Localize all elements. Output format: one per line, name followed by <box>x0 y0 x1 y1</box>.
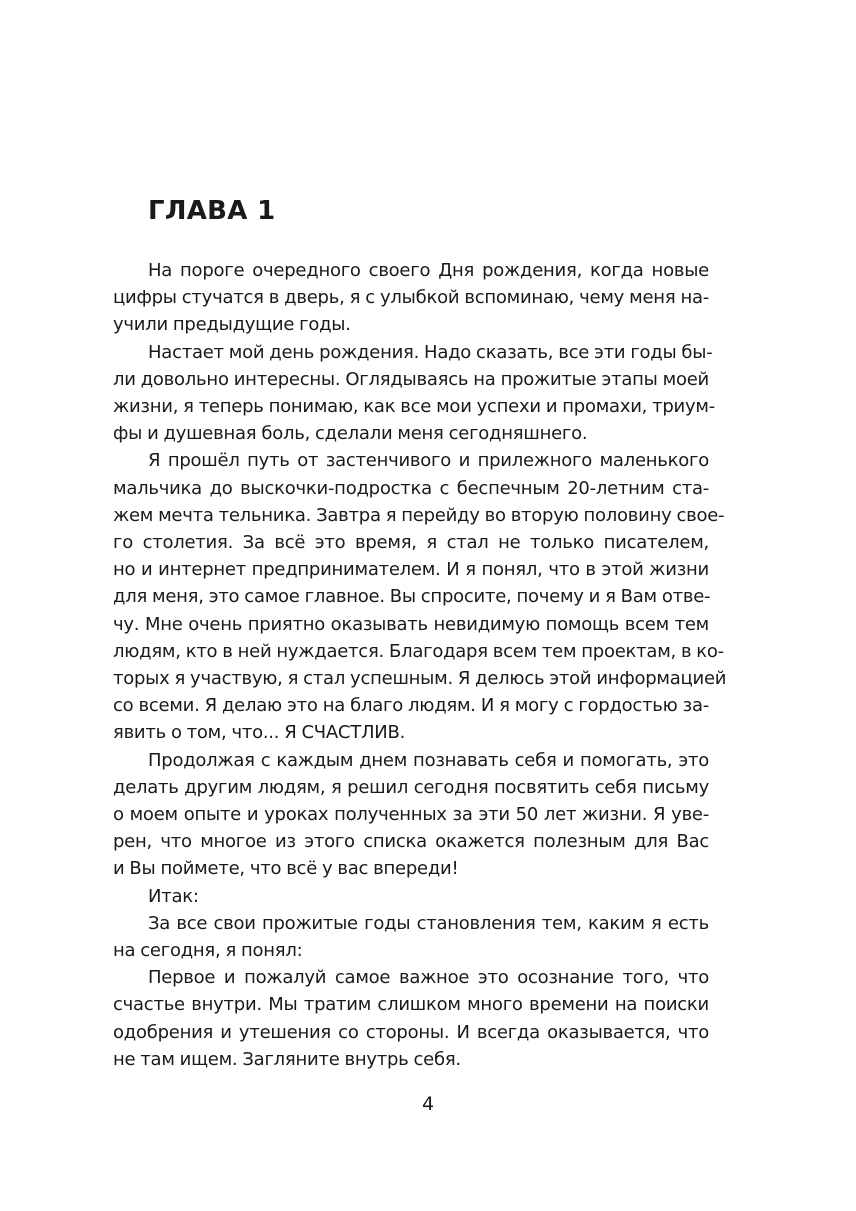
text-line: и Вы поймете, что всё у вас впереди! <box>113 858 459 880</box>
paragraph <box>113 910 709 964</box>
text-line: Итак: <box>148 885 199 907</box>
text-line: рен, что многое из этого списка окажется полезным для Вас <box>113 831 709 853</box>
text-line: одобрения и утешения со стороны. И всегда оказывается, что <box>113 1021 709 1043</box>
chapter-title: ГЛАВА 1 <box>148 196 276 226</box>
text-line: жем мечта тельника. Завтра я перейду во вторую половину свое- <box>113 504 725 526</box>
text-line: учили предыдущие годы. <box>113 314 351 336</box>
text-line: о моем опыте и уроках полученных за эти 50 лет жизни. Я уве- <box>113 804 709 826</box>
paragraph <box>113 447 727 746</box>
page-number: 4 <box>421 1093 435 1115</box>
text-line: делать другим людям, я решил сегодня посвятить себя письму <box>113 776 709 798</box>
text-line: Первое и пожалуй самое важное это осознание того, что <box>148 967 709 989</box>
text-line: для меня, это самое главное. Вы спросите, почему и я Вам отве- <box>113 586 711 608</box>
text-line: го столетия. За всё это время, я стал не только писателем, <box>113 532 709 554</box>
text-line: фы и душевная боль, сделали меня сегодняшнего. <box>113 423 588 445</box>
text-line: цифры стучатся в дверь, я с улыбкой вспоминаю, чему меня на- <box>113 287 709 309</box>
text-line: но и интернет предпринимателем. И я понял, что в этой жизни <box>113 559 709 581</box>
paragraph <box>113 747 709 883</box>
text-line: явить о том, что... Я СЧАСТЛИВ. <box>113 722 406 744</box>
text-line: людям, кто в ней нуждается. Благодаря всем тем проектам, в ко- <box>113 640 724 662</box>
text-line: жизни, я теперь понимаю, как все мои успехи и промахи, триум- <box>113 396 715 418</box>
text-line: со всеми. Я делаю это на благо людям. И я могу с гордостью за- <box>113 695 709 717</box>
text-line: не там ищем. Загляните внутрь себя. <box>113 1048 461 1070</box>
text-line: За все свои прожитые годы становления тем, каким я есть <box>148 912 709 934</box>
text-line: Настает мой день рождения. Надо сказать, все эти годы бы- <box>148 341 713 363</box>
text-line: Я прошёл путь от застенчивого и прилежного маленького <box>148 450 709 472</box>
text-line: На пороге очередного своего Дня рождения, когда новые <box>148 260 709 281</box>
paragraph <box>113 257 709 339</box>
text-line: мальчика до выскочки-подростка с беспечным 20-летним ста- <box>113 477 709 499</box>
text-line: чу. Мне очень приятно оказывать невидимую помощь всем тем <box>113 613 709 635</box>
text-line: торых я участвую, я стал успешным. Я делюсь этой информацией <box>113 668 727 690</box>
text-line: Продолжая с каждым днем познавать себя и помогать, это <box>148 749 709 771</box>
text-line: ли довольно интересны. Оглядываясь на прожитые этапы моей <box>113 368 709 390</box>
text-line: на сегодня, я понял: <box>113 940 303 962</box>
text-line: счастье внутри. Мы тратим слишком много времени на поиски <box>113 994 709 1016</box>
body-text <box>113 257 727 1073</box>
paragraph <box>113 339 715 448</box>
paragraph <box>113 964 709 1073</box>
paragraph <box>113 883 709 910</box>
